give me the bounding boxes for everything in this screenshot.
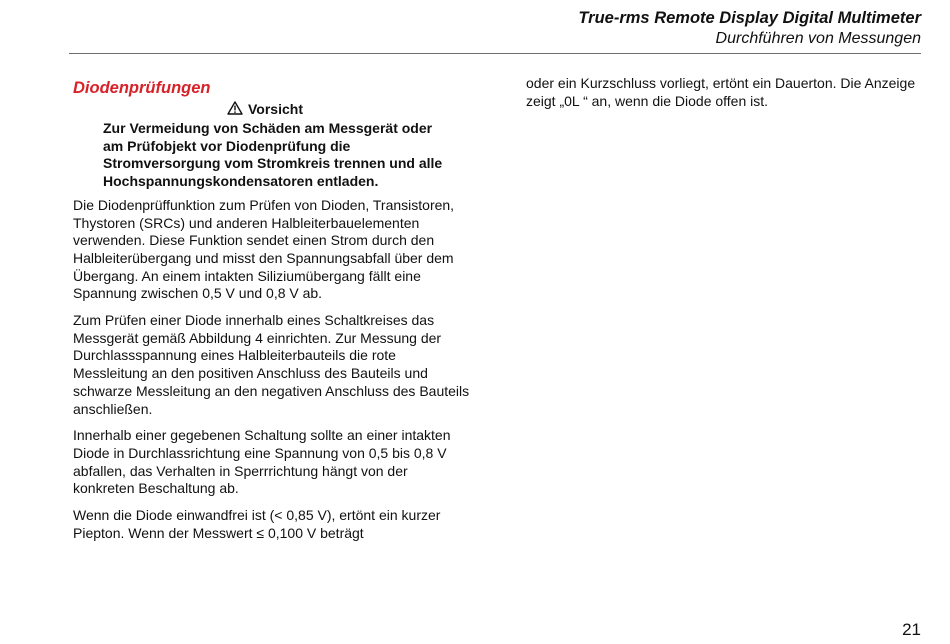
section-heading: Diodenprüfungen [73, 79, 211, 97]
left-column [73, 78, 473, 542]
caution-text: Zur Vermeidung von Schäden am Messgerät oder am Prüfobjekt vor Diodenprüfung die Stromversorgung vom Stromkreis trennen und alle Hochspannungskondensatoren entladen. [103, 120, 443, 190]
chapter-title: Durchführen von Messungen [715, 30, 921, 47]
paragraph-forward-voltage: Innerhalb einer gegebenen Schaltung sollte an einer intakten Diode in Durchlassrichtung eine Spannung von 0,5 bis 0,8 V abfallen, das Verhalten in Sperrrichtung hängt von der konkreten Beschaltung ab. [73, 427, 451, 497]
paragraph-in-circuit-test: Zum Prüfen einer Diode innerhalb eines Schaltkreises das Messgerät gemäß Abbildung 4 einrichten. Zur Messung der Durchlassspannung eines Halbleiterbauteils die rote Messleitung an den positiven Anschluss des Bauteils und schwarze Messleitung an den negativen Anschluss des Bauteils anschließen. [73, 312, 470, 417]
paragraph-beep-signal: Wenn die Diode einwandfrei ist (< 0,85 V), ertönt ein kurzer Piepton. Wenn der Messwert ≤ 0,100 V beträgt [73, 507, 441, 541]
header-divider [69, 53, 921, 54]
caution-label: Vorsicht [248, 101, 303, 117]
warning-triangle-icon [227, 101, 243, 115]
paragraph-continuity-tone: oder ein Kurzschluss vorliegt, ertönt ein Dauerton. Die Anzeige zeigt „0L “ an, wenn die Diode offen ist. [526, 75, 916, 109]
page-header [578, 8, 921, 49]
page-number: 21 [902, 620, 921, 639]
right-column [526, 75, 921, 110]
paragraph-diode-function: Die Diodenprüffunktion zum Prüfen von Dioden, Transistoren, Thystoren (SRCs) und anderen Halbleiterbauelementen verwenden. Diese Funktion sendet einen Strom durch den Halbleiterübergang und misst den Spannungsabfall über dem Übergang. An einem intakten Siliziumübergang fällt eine Spannung zwischen 0,5 V und 0,8 V ab. [73, 196, 455, 302]
caution-heading [227, 100, 473, 118]
document-title: True-rms Remote Display Digital Multimeter [578, 9, 921, 27]
